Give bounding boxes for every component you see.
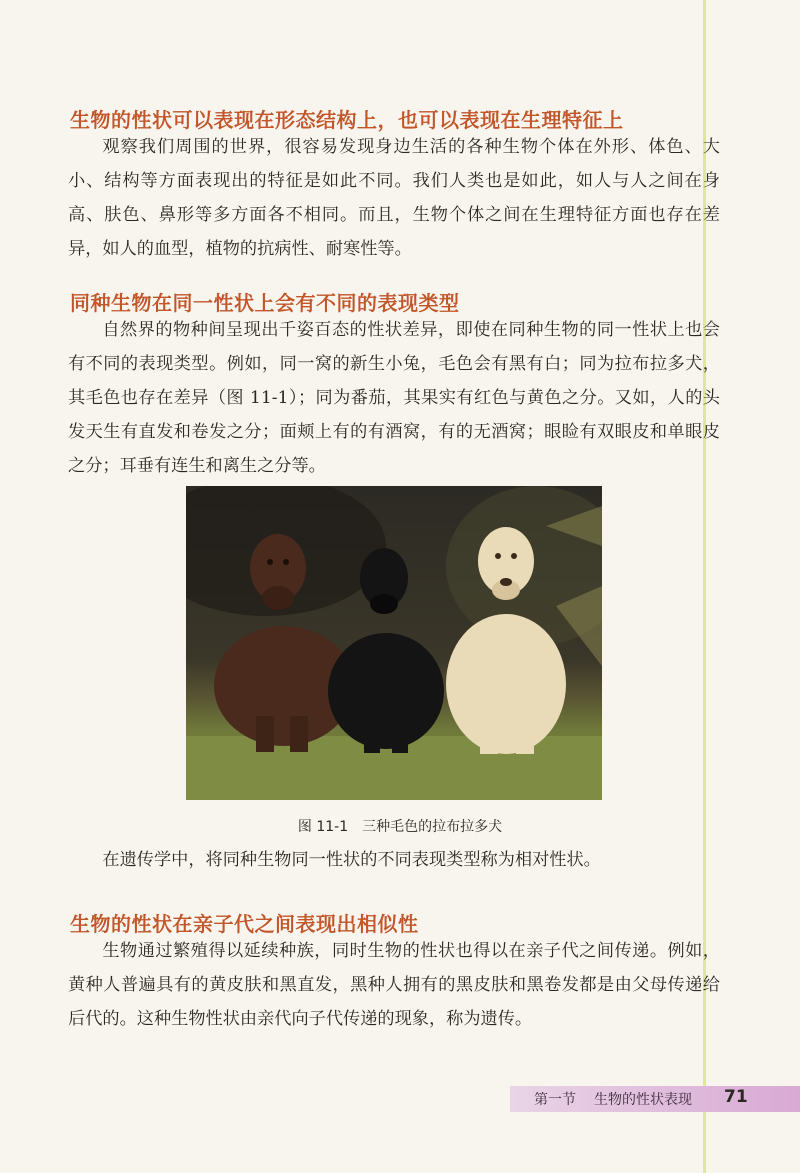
figure-number: 图 11-1 [297, 819, 349, 835]
section-paragraph-3: 生物通过繁殖得以延续种族，同时生物的性状也得以在亲子代之间传递。例如，黄种人普遍具有的黄皮肤和黑直发，黑种人拥有的黑皮肤和黑卷发都是由父母传递给后代的。这种生物性状由亲代向子代传递的现象，称为遗传。 [68, 941, 720, 1029]
section-paragraph-1: 观察我们周围的世界，很容易发现身边生活的各种生物个体在外形、体色、大小、结构等方面表现出的特征是如此不同。我们人类也是如此，如人与人之间在身高、肤色、鼻形等多方面各不相同。而且，生物个体之间在生理特征方面也存在差异，如人的血型，植物的抗病性、耐寒性等。 [68, 137, 720, 259]
figure-caption [0, 816, 800, 836]
figure-caption-text: 三种毛色的拉布拉多犬 [362, 819, 503, 835]
footer-section: 第一节 [534, 1092, 576, 1108]
footer-section-title: 生物的性状表现 [594, 1092, 692, 1108]
section-paragraph-2: 自然界的物种间呈现出千姿百态的性状差异，即使在同种生物的同一性状上也会有不同的表现类型。例如，同一窝的新生小兔，毛色会有黑有白；同为拉布拉多犬，其毛色也存在差异（图 11-1）；同为番茄，其果实有红色与黄色之分。又如，人的头发天生有直发和卷发之分；面颊上有的有酒窝，有的无酒窝；眼睑有双眼皮和单眼皮之分；耳垂有连生和离生之分等。 [68, 320, 720, 476]
after-figure-paragraph: 在遗传学中，将同种生物同一性状的不同表现类型称为相对性状。 [102, 850, 601, 870]
footer-title [534, 1089, 692, 1109]
section-heading-3: 生物的性状在亲子代之间表现出相似性 [70, 912, 419, 936]
section-heading-1: 生物的性状可以表现在形态结构上，也可以表现在生理特征上 [70, 108, 624, 132]
page-number: 71 [724, 1087, 748, 1107]
section-heading-2: 同种生物在同一性状上会有不同的表现类型 [70, 291, 460, 315]
figure-photo-labradors [186, 486, 602, 800]
